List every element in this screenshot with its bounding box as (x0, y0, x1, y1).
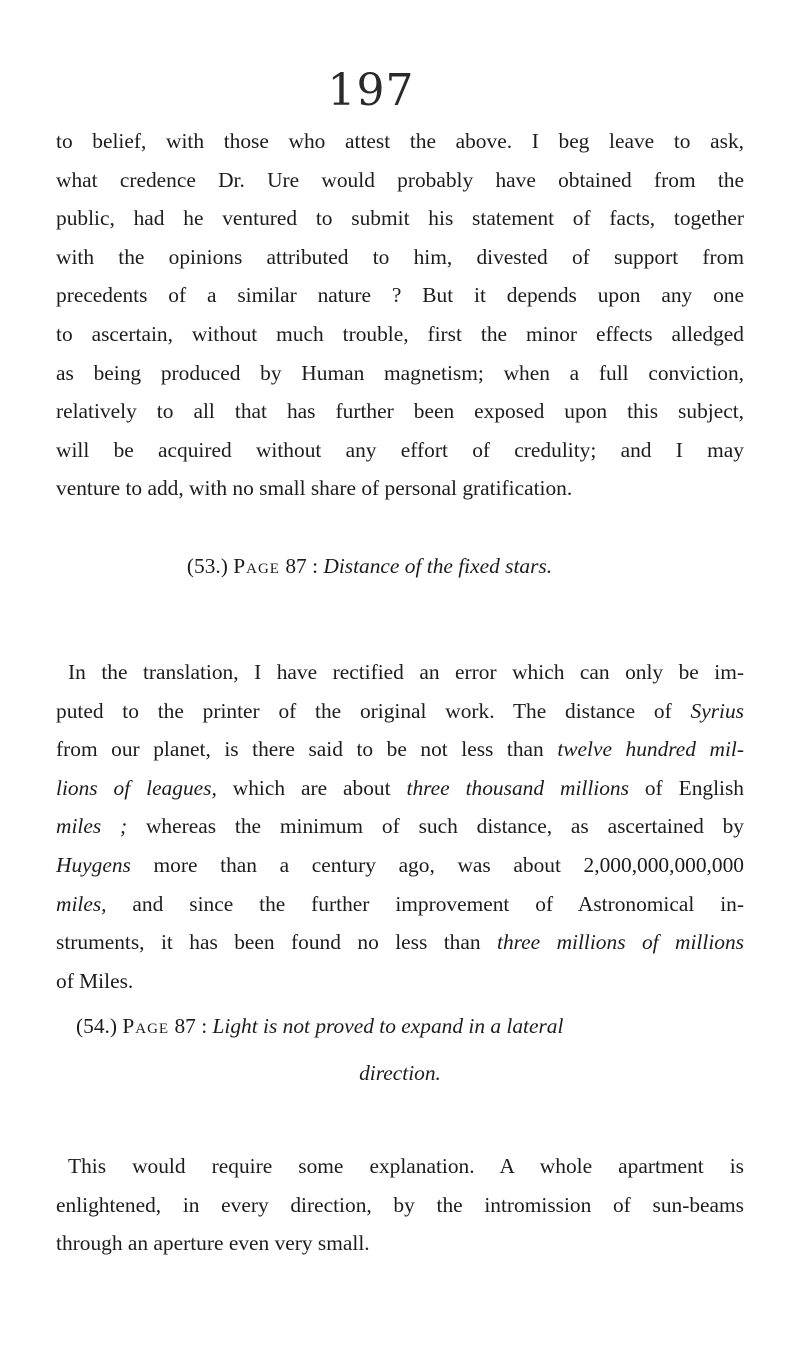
note-54-title: Light is not proved to expand in a lateral (212, 1014, 564, 1038)
page-number: 197 (327, 65, 415, 116)
note-54-page-label: Page (122, 1014, 170, 1038)
text-line: This would require some explanation. A whole apartment is (68, 1154, 744, 1178)
text-line (56, 846, 744, 885)
text-line: to ascertain, without much trouble, first the minor effects alledged (56, 321, 744, 346)
text-line (56, 730, 744, 769)
note-54-number: (54.) (76, 1014, 117, 1038)
note-54-heading-line2 (56, 1046, 744, 1093)
text-line: will be acquired without any effort of credulity; and I may (56, 437, 744, 462)
text-line: as being produced by Human magnetism; when a full conviction, (56, 360, 744, 385)
text-line (56, 692, 744, 731)
text-segment: from our planet, is there said to be not less than (56, 737, 544, 762)
text-italic: lions of leagues, (56, 775, 217, 800)
text-segment: which are about (216, 775, 407, 800)
text-line: public, had he ventured to submit his statement of facts, together (56, 206, 744, 231)
text-segment: and since the further improvement of Astronomical in- (106, 891, 744, 916)
note-53-page-ref: 87 : (285, 554, 319, 578)
text-line: what credence Dr. Ure would probably have obtained from the (56, 167, 744, 192)
text-line: In the translation, I have rectified an error which can only be im- (68, 660, 744, 684)
text-line (56, 807, 744, 846)
text-segment: whereas the minimum of such distance, as ascertained by (127, 814, 745, 839)
text-line (56, 769, 744, 808)
note-53-number: (53.) (186, 554, 228, 578)
text-line (56, 885, 744, 924)
text-line (56, 923, 744, 962)
note-54-heading (56, 1007, 744, 1092)
text-italic: three millions (497, 930, 626, 955)
note-54-body (56, 1147, 744, 1263)
text-italic: three thousand millions (406, 775, 629, 800)
note-53-page-label: Page (233, 554, 280, 578)
text-segment: of English (628, 775, 744, 800)
text-segment: puted to the printer of the original work. The distance of (56, 698, 672, 723)
text-line: of Miles. (56, 968, 134, 993)
note-54-title-cont: direction. (359, 1060, 441, 1085)
note-54-heading-line1 (56, 1007, 744, 1046)
text-line: precedents of a similar nature ? But it depends upon any one (56, 283, 744, 308)
text-italic: Huygens (56, 852, 131, 877)
text-italic: miles, (56, 891, 107, 916)
text-italic: Syrius (690, 698, 744, 723)
text-line: to belief, with those who attest the above. I beg leave to ask, (56, 129, 744, 153)
note-53-body (56, 653, 744, 1000)
text-line: through an aperture even very small. (56, 1231, 370, 1256)
text-line: enlightened, in every direction, by the intromission of sun-beams (56, 1192, 744, 1217)
note-53-heading (0, 547, 801, 586)
paragraph-continuation (56, 122, 744, 508)
text-italic: miles ; (56, 814, 128, 839)
text-line: with the opinions attributed to him, divested of support from (56, 244, 744, 269)
text-line: relatively to all that has further been exposed upon this subject, (56, 399, 744, 424)
text-segment: more than a century ago, was about 2,000,000,000,000 (130, 852, 744, 877)
text-italic: twelve hundred mil- (557, 737, 745, 762)
text-italic: of millions (641, 930, 744, 955)
text-segment: struments, it has been found no less than (56, 930, 497, 955)
note-54-page-ref: 87 : (174, 1014, 208, 1038)
note-53-title: Distance of the fixed stars. (323, 554, 553, 578)
text-line: venture to add, with no small share of personal gratification. (56, 476, 573, 501)
